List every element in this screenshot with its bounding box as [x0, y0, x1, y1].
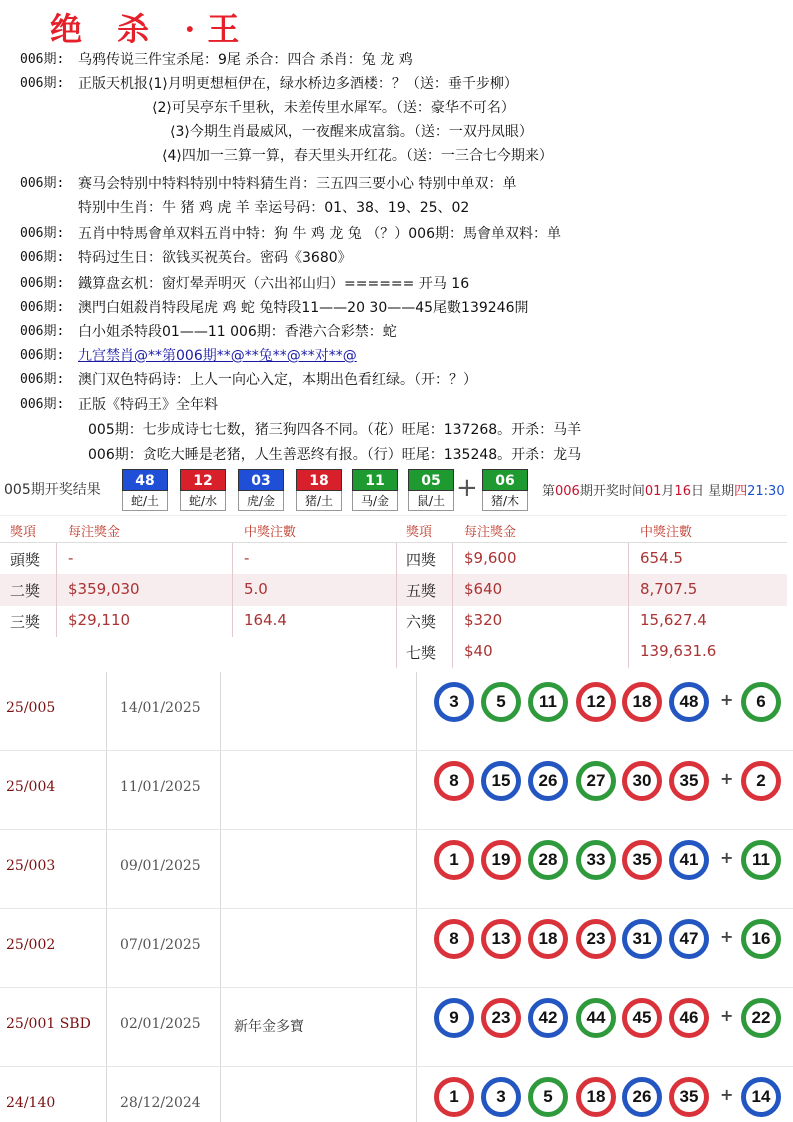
history-ball: 1	[434, 840, 474, 880]
history-ball: 18	[622, 682, 662, 722]
column-divider	[220, 909, 221, 988]
prize-name: 五獎	[406, 582, 437, 600]
line-text: 澳门双色特码诗：上人一向心入定，本期出色看红绿。（开：？）	[78, 372, 477, 388]
plus-sign: +	[720, 1006, 734, 1025]
prize-count: 5.0	[244, 580, 268, 598]
draw-ball-zodiac: 猪/土	[296, 491, 342, 511]
draw-ball-number: 18	[296, 469, 342, 491]
history-ball: 3	[434, 682, 474, 722]
history-ball: 5	[528, 1077, 568, 1117]
header-amount-right: 每注獎金	[464, 525, 517, 540]
prize-row	[0, 574, 787, 606]
history-row	[0, 988, 793, 1067]
history-ball: 45	[622, 998, 662, 1038]
prize-count: 139,631.6	[640, 642, 717, 660]
next-draw-day: 16	[674, 484, 691, 499]
divider	[232, 605, 233, 637]
header-count: 中獎注數	[244, 525, 297, 540]
column-divider	[416, 672, 417, 751]
history-issue: 25/005	[6, 700, 56, 716]
line-text: 006期：贪吃大睡是老猪，人生善恶终有报。（行）旺尾：135248。开杀：龙马	[88, 447, 582, 463]
line-period: 006期:	[20, 52, 65, 67]
line-text: ⟨4⟩四加一三算一算，春天里头开红花。（送：一三合七今期来）	[162, 148, 553, 164]
plus-sign: +	[720, 769, 734, 788]
history-ball: 28	[528, 840, 568, 880]
column-divider	[416, 830, 417, 909]
divider	[396, 574, 397, 606]
prize-count: 654.5	[640, 549, 683, 567]
column-divider	[416, 1067, 417, 1122]
plus-sign: +	[720, 1085, 734, 1104]
column-divider	[106, 909, 107, 988]
divider	[396, 543, 397, 575]
history-ball: 26	[528, 761, 568, 801]
divider	[232, 574, 233, 606]
next-draw-month-unit: 月	[661, 484, 675, 499]
history-ball: 23	[481, 998, 521, 1038]
history-ball: 8	[434, 761, 474, 801]
line-text: 正版天机报⟨1⟩月明更想桓伊在，绿水桥边多酒楼：？（送：垂千步柳）	[78, 76, 518, 92]
history-ball: 15	[481, 761, 521, 801]
prize-row	[0, 605, 787, 637]
history-date: 09/01/2025	[120, 858, 201, 874]
history-ball: 42	[528, 998, 568, 1038]
draw-ball-zodiac: 鼠/土	[408, 491, 454, 511]
draw-ball	[408, 469, 454, 513]
draw-ball	[180, 469, 226, 513]
history-issue: 25/001 SBD	[6, 1016, 91, 1032]
next-draw-day-unit: 日 星期	[690, 484, 735, 499]
header-amount: 每注獎金	[68, 525, 121, 540]
divider	[396, 605, 397, 637]
column-divider	[220, 830, 221, 909]
header-prize-right: 獎項	[406, 525, 433, 540]
line-period: 006期:	[20, 300, 65, 315]
history-ball: 35	[669, 1077, 709, 1117]
prize-count: 8,707.5	[640, 580, 698, 598]
draw-ball-number: 48	[122, 469, 168, 491]
history-ball: 11	[528, 682, 568, 722]
divider	[56, 543, 57, 575]
history-ball: 46	[669, 998, 709, 1038]
divider	[56, 574, 57, 606]
prize-table-header	[0, 515, 787, 543]
column-divider	[220, 672, 221, 751]
line-text: 五肖中特馬會单双料五肖中特：狗 牛 鸡 龙 兔 （？）006期：馬會单双料：单	[78, 226, 561, 242]
history-row	[0, 830, 793, 909]
prize-count: 15,627.4	[640, 611, 707, 629]
divider	[628, 543, 629, 575]
line-text: 正版《特码王》全年料	[78, 397, 218, 413]
divider	[452, 605, 453, 637]
draw-result-bar	[0, 467, 793, 515]
divider	[628, 574, 629, 606]
draw-ball	[296, 469, 342, 513]
line-text: 赛马会特别中特料特别中特料猜生肖：三五四三要小心 特别中单双：单	[78, 176, 517, 192]
draw-ball	[352, 469, 398, 513]
draw-result-label: 005期开奖结果	[4, 482, 101, 498]
line-text: 005期：七步成诗七七数，猪三狗四各不同。（花）旺尾：137268。开杀：马羊	[88, 422, 582, 438]
column-divider	[106, 1067, 107, 1122]
plus-sign: +	[720, 927, 734, 946]
prize-row	[0, 543, 787, 575]
history-ball: 13	[481, 919, 521, 959]
history-date: 11/01/2025	[120, 779, 201, 795]
draw-ball-zodiac: 蛇/土	[122, 491, 168, 511]
history-row	[0, 1067, 793, 1122]
history-special-ball: 2	[741, 761, 781, 801]
draw-special-ball	[482, 469, 528, 513]
page-title: 绝 杀 ·王	[50, 10, 252, 48]
history-ball: 1	[434, 1077, 474, 1117]
draw-ball-number: 11	[352, 469, 398, 491]
divider	[452, 574, 453, 606]
prize-amount: $359,030	[68, 580, 140, 598]
column-divider	[416, 909, 417, 988]
plus-sign: +	[456, 473, 478, 503]
divider	[628, 605, 629, 637]
line-period: 006期:	[20, 176, 65, 191]
prize-count: 164.4	[244, 611, 287, 629]
line-period: 006期:	[20, 372, 65, 387]
divider	[232, 543, 233, 575]
history-special-ball: 16	[741, 919, 781, 959]
next-draw-time: 21:30	[747, 484, 785, 499]
history-special-ball: 6	[741, 682, 781, 722]
history-ball: 19	[481, 840, 521, 880]
draw-ball	[238, 469, 284, 513]
draw-ball	[122, 469, 168, 513]
prize-amount: $320	[464, 611, 503, 629]
history-ball: 35	[669, 761, 709, 801]
history-date: 02/01/2025	[120, 1016, 201, 1032]
line-text: 特码过生日：欲钱买祝英台。密码《3680》	[78, 250, 352, 266]
history-ball: 3	[481, 1077, 521, 1117]
history-ball: 33	[576, 840, 616, 880]
prize-count: -	[244, 549, 250, 567]
line-period: 006期:	[20, 348, 65, 363]
next-draw-prefix: 第	[542, 484, 556, 499]
history-ball: 47	[669, 919, 709, 959]
prize-amount: $29,110	[68, 611, 131, 629]
column-divider	[220, 1067, 221, 1122]
divider	[452, 636, 453, 668]
line-period: 006期:	[20, 397, 65, 412]
line-text: 特别中生肖：牛 猪 鸡 虎 羊 幸运号码：01、38、19、25、02	[78, 200, 470, 216]
draw-ball-number: 03	[238, 469, 284, 491]
divider	[56, 605, 57, 637]
history-issue: 24/140	[6, 1095, 56, 1111]
column-divider	[106, 751, 107, 830]
next-draw-mid: 期开奖时间	[579, 484, 645, 499]
column-divider	[416, 988, 417, 1067]
line-text: 澳門白姐殺肖特段尾虎 鸡 蛇 兔特段11——20 30——45尾數139246開	[78, 300, 529, 316]
line-text: ⟨2⟩可吴亭东千里秋，未差传里水犀军。（送：豪华不可名）	[152, 100, 515, 116]
history-ball: 26	[622, 1077, 662, 1117]
history-ball: 41	[669, 840, 709, 880]
draw-ball-zodiac: 蛇/水	[180, 491, 226, 511]
plus-sign: +	[720, 848, 734, 867]
line-text: 九宫禁肖@**第006期**@**兔**@**对**@	[78, 348, 357, 364]
plus-sign: +	[720, 690, 734, 709]
line-text: 鐵算盘玄机：窗灯晕弄明灭（六出祁山归）====== 开马 16	[78, 276, 470, 292]
line-text: 乌鸦传说三件宝杀尾：9尾 杀合：四合 杀肖：兔 龙 鸡	[78, 52, 413, 68]
draw-ball-number: 06	[482, 469, 528, 491]
history-issue: 25/004	[6, 779, 56, 795]
prize-amount: $40	[464, 642, 493, 660]
history-date: 07/01/2025	[120, 937, 201, 953]
next-draw-weekday: 四	[734, 484, 748, 499]
column-divider	[106, 830, 107, 909]
history-row	[0, 909, 793, 988]
history-ball: 44	[576, 998, 616, 1038]
prize-amount: $640	[464, 580, 503, 598]
line-period: 006期:	[20, 76, 65, 91]
draw-ball-number: 12	[180, 469, 226, 491]
history-date: 28/12/2024	[120, 1095, 201, 1111]
header-count-right: 中獎注數	[640, 525, 693, 540]
history-ball: 30	[622, 761, 662, 801]
history-note: 新年金多寶	[234, 1019, 304, 1035]
prize-overlap	[0, 639, 320, 675]
history-ball: 35	[622, 840, 662, 880]
history-ball: 18	[576, 1077, 616, 1117]
history-ball: 8	[434, 919, 474, 959]
prize-name: 六獎	[406, 613, 437, 631]
column-divider	[220, 988, 221, 1067]
draw-ball-zodiac: 猪/木	[482, 491, 528, 511]
line-period: 006期:	[20, 226, 65, 241]
history-ball: 48	[669, 682, 709, 722]
line-text: ⟨3⟩今期生肖最威风，一夜醒来成富翁。（送：一双丹凤眼）	[170, 124, 533, 140]
history-ball: 9	[434, 998, 474, 1038]
header-prize: 獎項	[10, 525, 37, 540]
line-period: 006期:	[20, 250, 65, 265]
history-ball: 23	[576, 919, 616, 959]
divider	[396, 636, 397, 668]
history-special-ball: 14	[741, 1077, 781, 1117]
prize-amount: -	[68, 549, 74, 567]
line-period: 006期:	[20, 276, 65, 291]
prize-name: 三獎	[10, 613, 41, 631]
prize-name: 四獎	[406, 551, 437, 569]
next-draw-info	[542, 480, 785, 499]
history-special-ball: 11	[741, 840, 781, 880]
divider	[452, 543, 453, 575]
prize-name: 七獎	[406, 644, 437, 662]
prize-amount: $9,600	[464, 549, 517, 567]
draw-ball-zodiac: 马/金	[352, 491, 398, 511]
history-row	[0, 751, 793, 830]
column-divider	[220, 751, 221, 830]
history-ball: 12	[576, 682, 616, 722]
column-divider	[106, 672, 107, 751]
history-ball: 18	[528, 919, 568, 959]
history-ball: 31	[622, 919, 662, 959]
draw-ball-zodiac: 虎/金	[238, 491, 284, 511]
column-divider	[416, 751, 417, 830]
history-ball: 5	[481, 682, 521, 722]
column-divider	[106, 988, 107, 1067]
prize-name: 二獎	[10, 582, 41, 600]
prize-name: 頭獎	[10, 551, 41, 569]
history-special-ball: 22	[741, 998, 781, 1038]
history-issue: 25/002	[6, 937, 56, 953]
line-period: 006期:	[20, 324, 65, 339]
draw-ball-number: 05	[408, 469, 454, 491]
history-date: 14/01/2025	[120, 700, 201, 716]
divider	[628, 636, 629, 668]
history-row	[0, 672, 793, 751]
next-draw-issue: 006	[555, 484, 580, 499]
history-issue: 25/003	[6, 858, 56, 874]
line-text: 白小姐杀特段01——11 006期：香港六合彩禁：蛇	[78, 324, 397, 340]
history-ball: 27	[576, 761, 616, 801]
next-draw-month: 01	[644, 484, 662, 499]
